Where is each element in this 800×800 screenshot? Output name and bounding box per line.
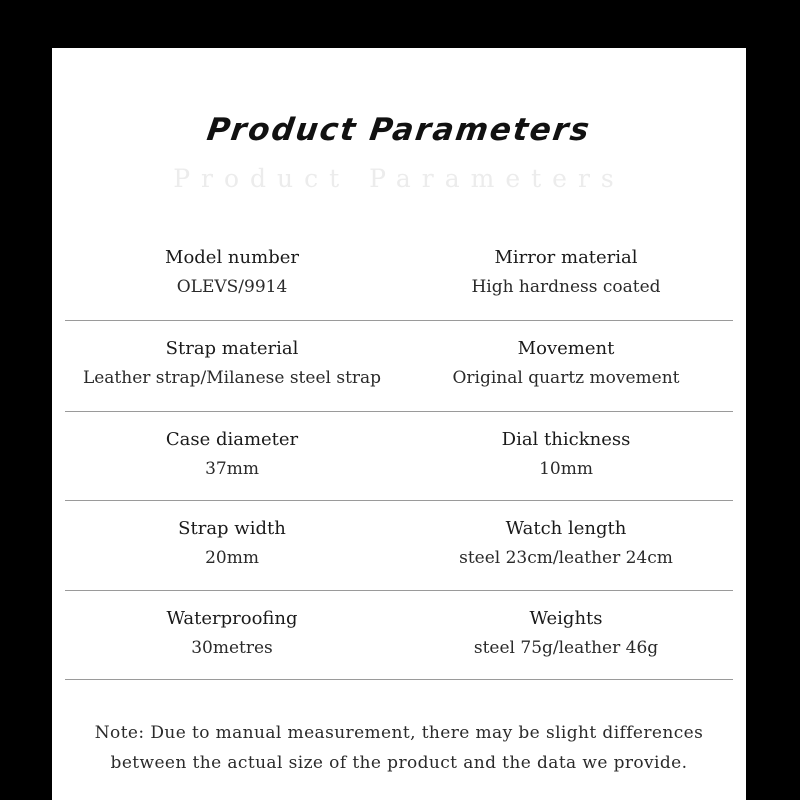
parameter-label: Strap width — [178, 518, 286, 539]
parameter-cell — [399, 412, 733, 500]
parameter-cell — [399, 591, 733, 679]
parameter-cell — [65, 230, 399, 320]
page-title: Product Parameters — [204, 112, 594, 148]
parameter-cell — [399, 230, 733, 320]
parameter-label: Movement — [517, 338, 615, 359]
parameter-cell — [65, 591, 399, 679]
parameter-value: 37mm — [205, 459, 259, 479]
parameters-panel — [52, 48, 746, 800]
parameter-label: Dial thickness — [501, 429, 631, 450]
parameter-value: 10mm — [539, 459, 593, 479]
parameter-label: Mirror material — [494, 247, 638, 268]
parameter-value: 20mm — [205, 548, 259, 568]
parameter-row — [65, 412, 733, 501]
parameter-cell — [65, 501, 399, 590]
page-subtitle-watermark: Product Parameters — [173, 164, 625, 193]
parameter-row — [65, 230, 733, 321]
parameter-label: Strap material — [165, 338, 299, 359]
parameter-cell — [65, 412, 399, 500]
parameter-value: 30metres — [191, 638, 273, 658]
note-line: between the actual size of the product and the data we provide. — [110, 753, 688, 773]
parameter-label: Case diameter — [165, 429, 299, 450]
parameter-label: Model number — [165, 247, 299, 268]
parameter-value: High hardness coated — [471, 277, 661, 297]
parameter-cell — [399, 501, 733, 590]
parameter-label: Waterproofing — [166, 608, 298, 629]
parameter-row — [65, 501, 733, 591]
parameter-label: Weights — [529, 608, 603, 629]
parameter-value: steel 23cm/leather 24cm — [459, 548, 673, 568]
measurement-note — [72, 718, 726, 778]
parameter-value: Original quartz movement — [452, 368, 680, 388]
parameter-value: steel 75g/leather 46g — [473, 638, 659, 658]
parameter-value: OLEVS/9914 — [176, 277, 288, 297]
parameter-label: Watch length — [505, 518, 627, 539]
parameter-cell — [65, 321, 399, 411]
parameter-row — [65, 321, 733, 412]
parameter-row — [65, 591, 733, 680]
parameter-value: Leather strap/Milanese steel strap — [82, 368, 382, 388]
parameters-table — [65, 230, 733, 680]
note-line: Note: Due to manual measurement, there may be slight differences — [94, 723, 704, 743]
parameter-cell — [399, 321, 733, 411]
